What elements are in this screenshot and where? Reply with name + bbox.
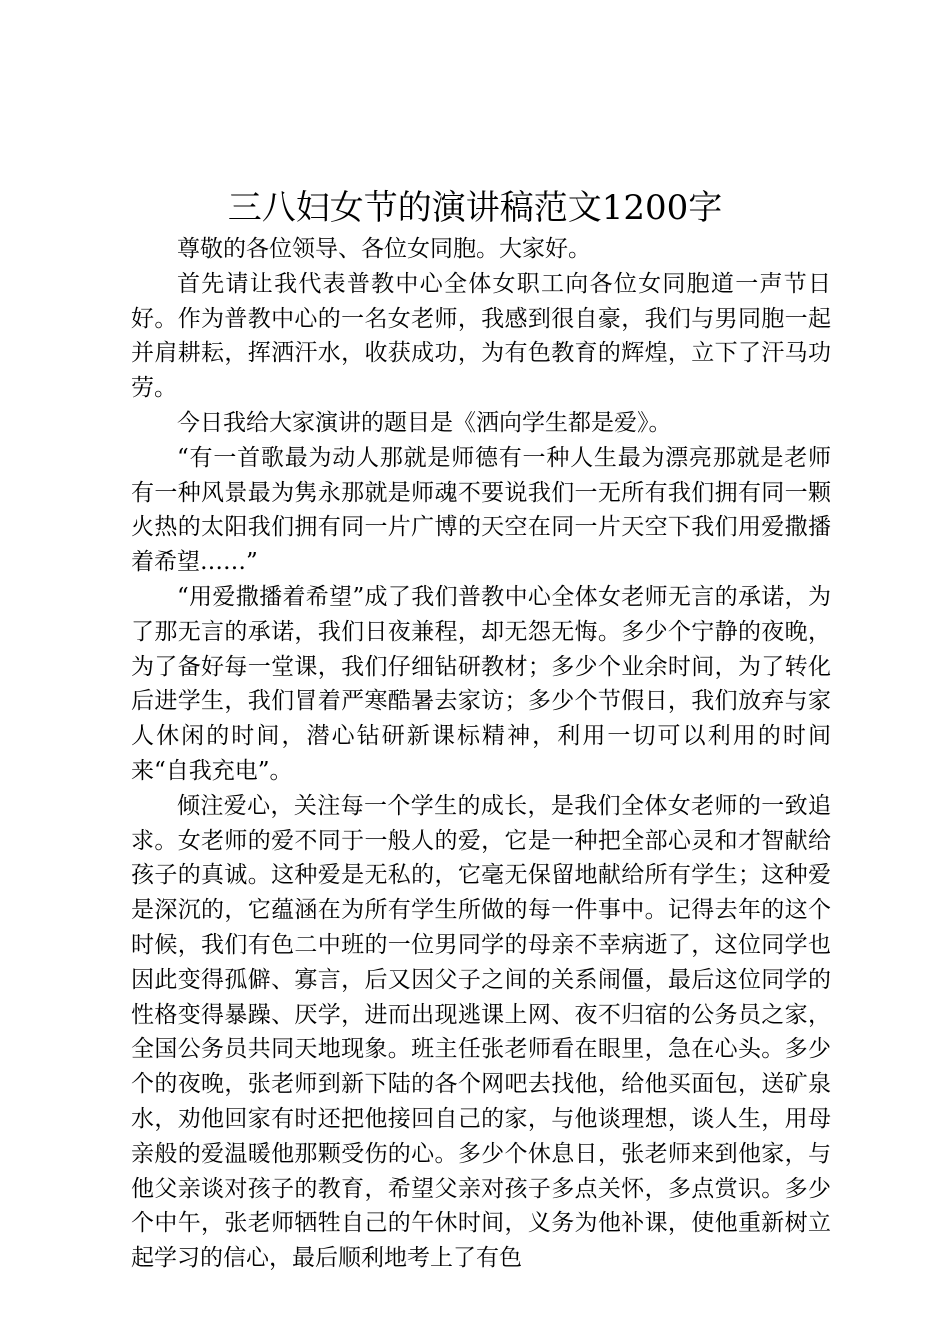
paragraph-topic: 今日我给大家演讲的题目是《洒向学生都是爱》。 [177,409,672,436]
paragraph-greeting: 尊敬的各位领导、各位女同胞。大家好。 [177,236,591,262]
paragraph-promise: “用爱撒播着希望”成了我们普教中心全体女老师无言的承诺，为了那无言的承诺，我们日夜兼程，却无怨无悔。多少个宁静的夜晚，为了备好每一堂课，我们仔细钻研教材；多少个业余时间，为了转化后进学生，我们冒着严寒酷暑去家访；多少个节假日，我们放弃与家人休闲的时间，潜心钻研新课标精神，利用一切可以利用的时间来“自我充电”。 [131,583,831,784]
paragraph-care: 倾注爱心，关注每一个学生的成长，是我们全体女老师的一致追求。女老师的爱不同于一般人的爱，它是一种把全部心灵和才智献给孩子的真诚。这种爱是无私的，它毫无保留地献给所有学生；这种爱是深沉的，它蕴涵在为所有学生所做的每一件事中。记得去年的这个时候，我们有色二中班的一位男同学的母亲不幸病逝了，这位同学也因此变得孤僻、寡言，后又因父子之间的关系闹僵，最后这位同学的性格变得暴躁、厌学，进而出现逃课上网、夜不归宿的公务员之家，全国公务员共同天地现象。班主任张老师看在眼里，急在心头。多少个的夜晚，张老师到新下陆的各个网吧去找他，给他买面包，送矿泉水，劝他回家有时还把他接回自己的家，与他谈理想，谈人生，用母亲般的爱温暖他那颗受伤的心。多少个休息日，张老师来到他家，与他父亲谈对孩子的教育，希望父亲对孩子多点关怀，多点赏识。多少个中午，张老师牺牲自己的午休时间，义务为他补课，使他重新树立起学习的信心，最后顺利地考上了有色 [131,792,831,1272]
document-body [131,232,831,1276]
paragraph-quote: “有一首歌最为动人那就是师德有一种人生最为漂亮那就是老师有一种风景最为隽永那就是师魂不要说我们一无所有我们拥有同一颗火热的太阳我们拥有同一片广博的天空在同一片天空下我们用爱撒播着希望……” [131,444,831,576]
document-title: 三八妇女节的演讲稿范文1200字 [227,188,723,228]
paragraph-opening: 首先请让我代表普教中心全体女职工向各位女同胞道一声节日好。作为普教中心的一名女老师，我感到很自豪，我们与男同胞一起并肩耕耘，挥洒汗水，收获成功，为有色教育的辉煌，立下了汗马功劳。 [131,270,831,402]
